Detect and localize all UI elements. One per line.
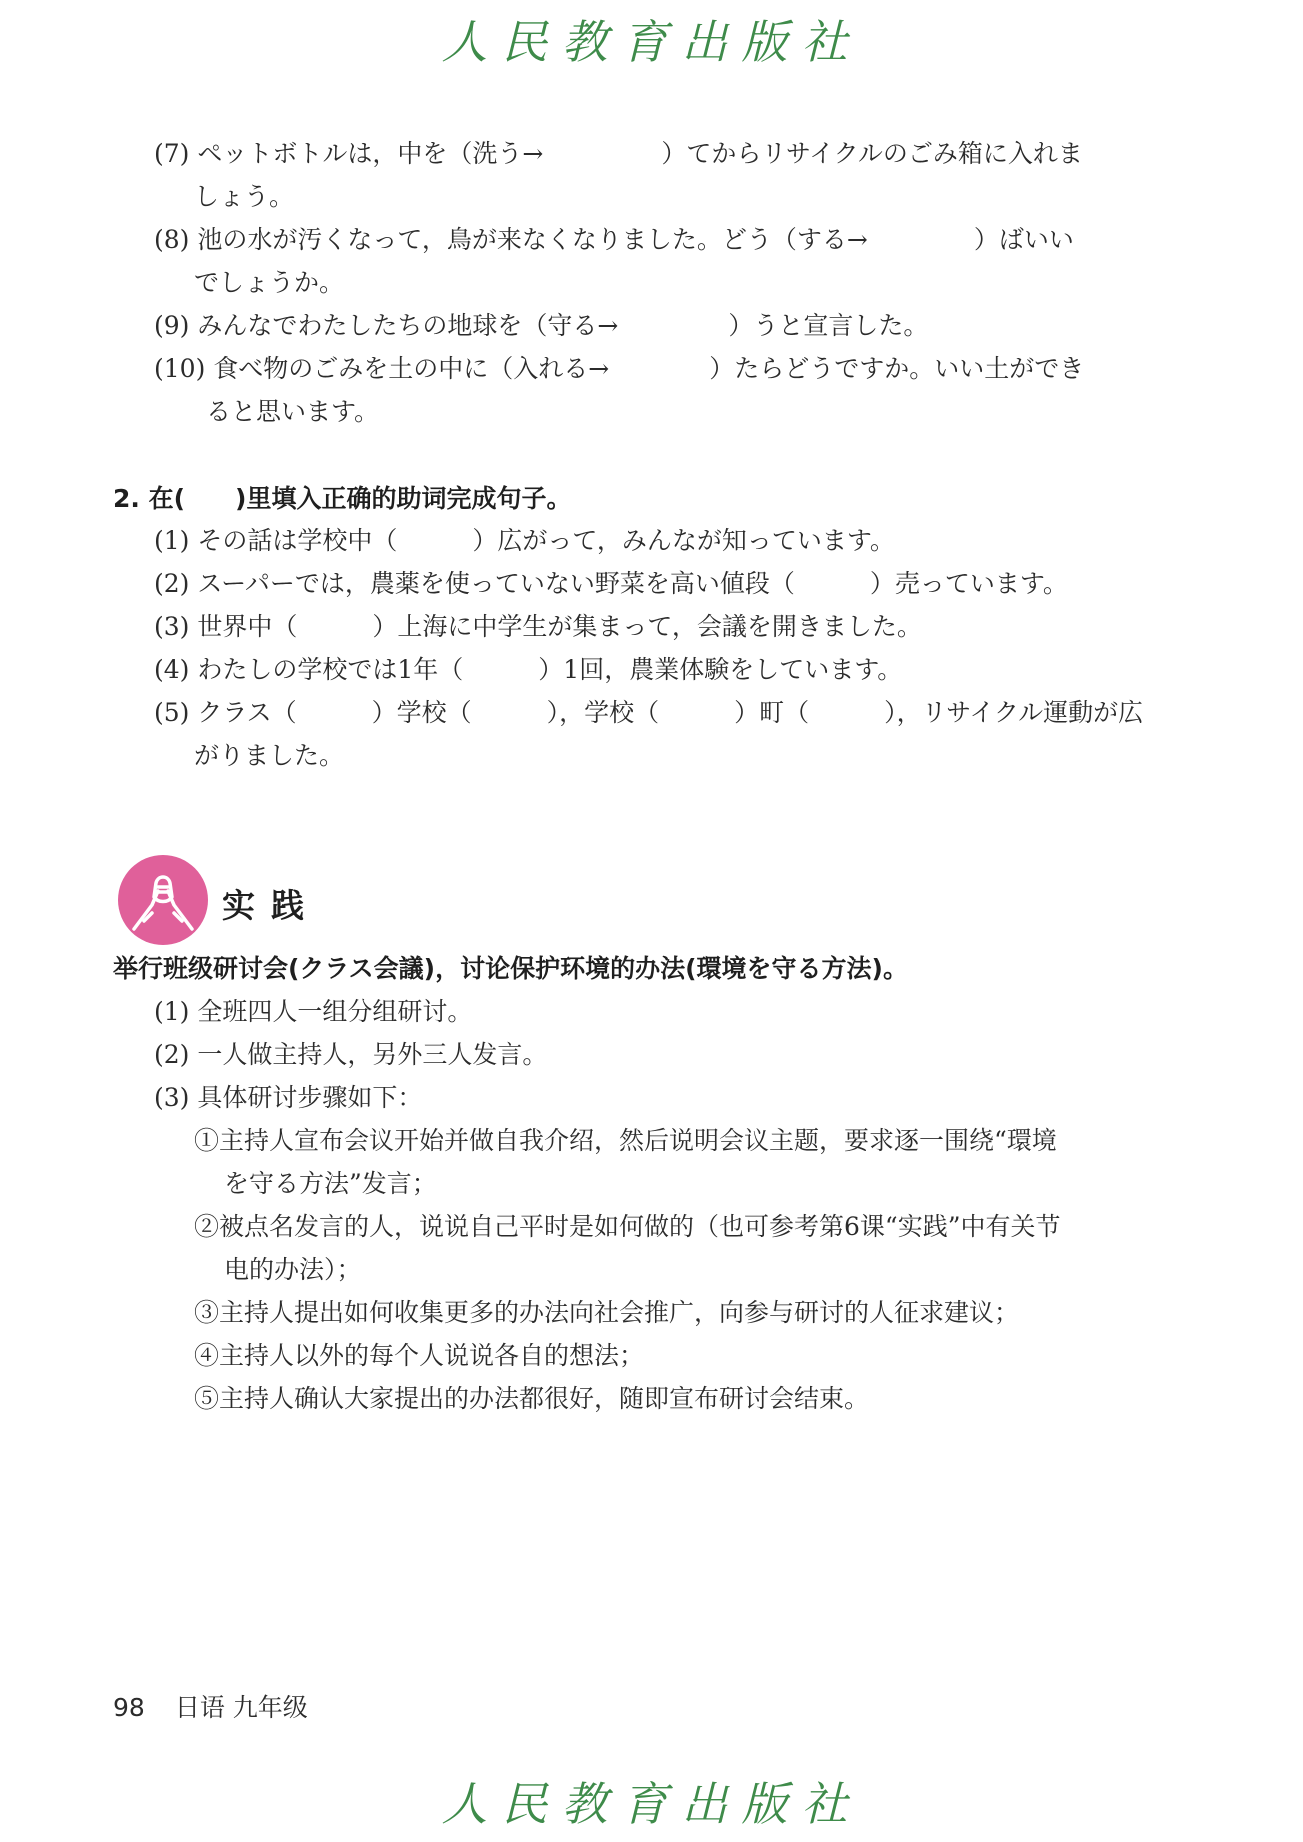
page-footer: [113, 1688, 308, 1724]
item-number: (10): [154, 354, 206, 383]
item-number: (8): [154, 225, 190, 254]
practice-step-1: [194, 1124, 1057, 1158]
publisher-watermark-top: 人民教育出版社: [441, 15, 862, 69]
step-number: ①: [194, 1126, 220, 1155]
step-text: 主持人以外的每个人说说各自的想法；: [219, 1341, 645, 1370]
exercise2-item-5-cont: がりました。: [194, 741, 345, 770]
item-number: (4): [154, 655, 190, 684]
practice-step-2-cont: 电的办法）；: [224, 1255, 362, 1284]
step-text: 主持人提出如何收集更多的办法向社会推广，向参与研讨的人征求建议；: [219, 1298, 1020, 1327]
item-number: (1): [154, 526, 190, 555]
item-text-before-blank: みんなでわたしたちの地球を（守る→: [197, 311, 619, 340]
exercise1-item-8-cont: でしょうか。: [194, 268, 345, 297]
item-number: (3): [154, 1083, 190, 1112]
exercise2-item-4: [154, 653, 902, 687]
practice-step-2: [194, 1210, 1061, 1244]
practice-title: 实践: [222, 886, 320, 925]
exercise2-item-5: [154, 696, 1143, 730]
item-number: (1): [154, 997, 190, 1026]
exercise2-item-2: [154, 567, 1068, 601]
item-text-after-blank: ）てからリサイクルのごみ箱に入れま: [661, 139, 1083, 168]
item-text-after-blank: ）ばいい: [973, 225, 1074, 254]
handshake-icon: [118, 855, 208, 945]
item-text: 全班四人一组分组研讨。: [197, 997, 473, 1026]
item-text-after-blank: ）うと宣言した。: [728, 311, 929, 340]
item-number: (9): [154, 311, 190, 340]
exercise1-item-7-cont: しょう。: [194, 182, 295, 211]
item-number: (5): [154, 698, 190, 727]
practice-item-2: [154, 1038, 547, 1072]
step-text: 主持人宣布会议开始并做自我介绍，然后说明会议主题，要求逐一围绕“環境: [219, 1126, 1057, 1155]
practice-step-1-cont: を守る方法”发言；: [224, 1169, 437, 1198]
step-number: ④: [194, 1341, 220, 1370]
publisher-watermark-bottom: 人民教育出版社: [441, 1777, 862, 1831]
item-text-before-blank: 池の水が汚くなって，鳥が来なくなりました。どう（する→: [197, 225, 868, 254]
item-text: 一人做主持人，另外三人发言。: [197, 1040, 548, 1069]
exercise1-item-7: [154, 137, 1083, 171]
step-number: ⑤: [194, 1384, 220, 1413]
practice-step-4: [194, 1339, 644, 1373]
item-number: (2): [154, 569, 190, 598]
item-text: クラス（ ）学校（ ），学校（ ）町（ ），リサイクル運動が広: [197, 698, 1144, 727]
exercise2-item-3: [154, 610, 922, 644]
exercise1-item-10-cont: ると思います。: [206, 397, 380, 426]
step-number: ③: [194, 1298, 220, 1327]
exercise2-item-1: [154, 524, 895, 558]
practice-item-3: [154, 1081, 422, 1115]
item-text: わたしの学校では1年（ ）1回，農業体験をしています。: [197, 655, 903, 684]
item-text: 具体研讨步骤如下：: [197, 1083, 423, 1112]
item-text-before-blank: 食べ物のごみを土の中に（入れる→: [213, 354, 610, 383]
item-number: (2): [154, 1040, 190, 1069]
practice-step-5: [194, 1382, 869, 1416]
item-text: 世界中（ ）上海に中学生が集まって，会議を開きました。: [197, 612, 922, 641]
practice-step-3: [194, 1296, 1019, 1330]
practice-intro: 举行班级研讨会(クラス会議)，讨论保护环境的办法(環境を守る方法)。: [113, 954, 908, 983]
book-title: 日语 九年级: [174, 1693, 308, 1722]
item-text-after-blank: ）たらどうですか。いい土ができ: [709, 354, 1085, 383]
exercise1-item-8: [154, 223, 1074, 257]
exercise1-item-10: [154, 352, 1084, 386]
item-text: その話は学校中（ ）広がって，みんなが知っています。: [197, 526, 895, 555]
practice-item-1: [154, 995, 472, 1029]
item-text: スーパーでは，農薬を使っていない野菜を高い値段（ ）売っています。: [197, 569, 1068, 598]
page-number: 98: [113, 1693, 145, 1722]
exercise2-title: 2. 在( )里填入正确的助词完成句子。: [113, 484, 572, 513]
item-text-before-blank: ペットボトルは，中を（洗う→: [197, 139, 544, 168]
step-number: ②: [194, 1212, 220, 1241]
step-text: 主持人确认大家提出的办法都很好，随即宣布研讨会结束。: [219, 1384, 870, 1413]
item-number: (3): [154, 612, 190, 641]
exercise1-item-9: [154, 309, 928, 343]
step-text: 被点名发言的人，说说自己平时是如何做的（也可参考第6课“实践”中有关节: [219, 1212, 1061, 1241]
item-number: (7): [154, 139, 190, 168]
